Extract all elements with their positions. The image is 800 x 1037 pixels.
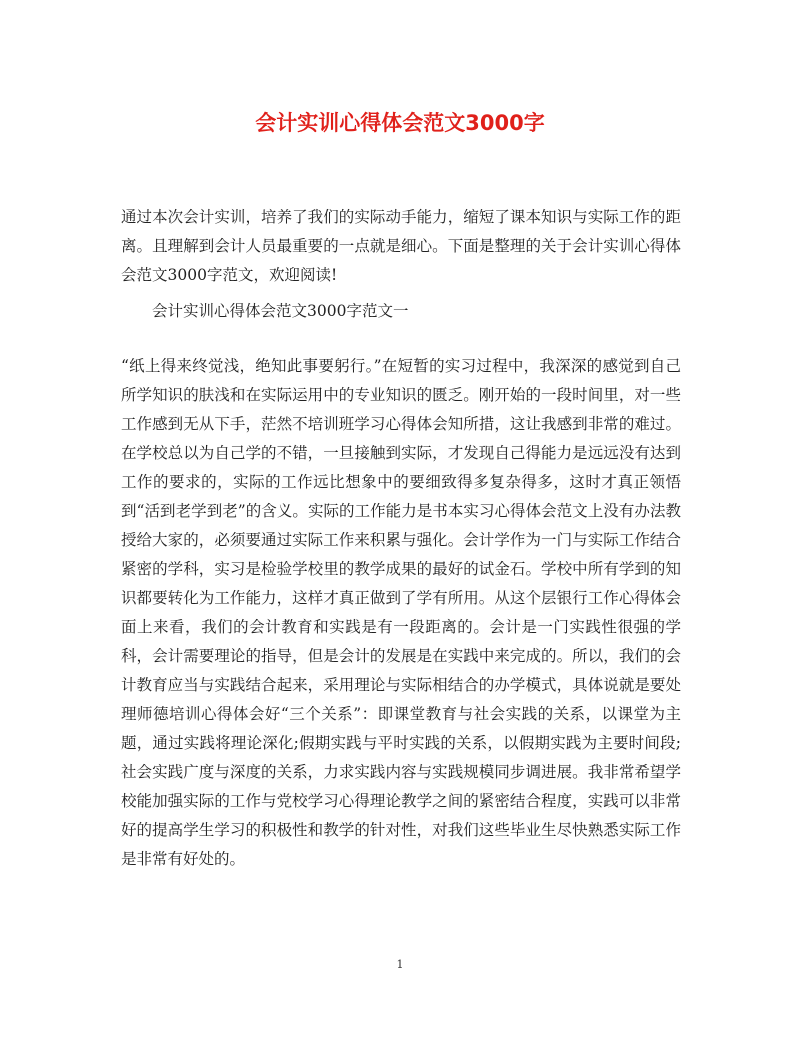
document-title: 会计实训心得体会范文3000字 bbox=[255, 111, 545, 135]
intro-paragraph: 通过本次会计实训，培养了我们的实际动手能力，缩短了课本知识与实际工作的距离。且理解到会计人员最重要的一点就是细心。下面是整理的关于会计实训心得体会范文3000字范文，欢迎阅读! bbox=[121, 208, 681, 284]
section-heading: 会计实训心得体会范文3000字范文一 bbox=[152, 302, 409, 320]
page-number: 1 bbox=[396, 958, 404, 971]
main-paragraph: “纸上得来终觉浅，绝知此事要躬行。”在短暂的实习过程中，我深深的感觉到自己所学知识的肤浅和在实际运用中的专业知识的匮乏。刚开始的一段时间里，对一些工作感到无从下手，茫然不培训班学习心得体会知所措，这让我感到非常的难过。在学校总以为自己学的不错，一旦接触到实际，才发现自己得能力是远远没有达到工作的要求的，实际的工作远比想象中的要细致得多复杂得多，这时才真正领悟到“活到老学到老”的含义。实际的工作能力是书本实习心得体会范文上没有办法教授给大家的，必须要通过实际工作来积累与强化。会计学作为一门与实际工作结合紧密的学科，实习是检验学校里的教学成果的最好的试金石。学校中所有学到的知识都要转化为工作能力，这样才真正做到了学有所用。从这个层银行工作心得体会面上来看，我们的会计教育和实践是有一段距离的。会计是一门实践性很强的学科，会计需要理论的指导，但是会计的发展是在实践中来完成的。所以，我们的会计教育应当与实践结合起来，采用理论与实际相结合的办学模式，具体说就是要处理师德培训心得体会好“三个关系”：即课堂教育与社会实践的关系，以课堂为主题，通过实践将理论深化;假期实践与平时实践的关系，以假期实践为主要时间段;社会实践广度与深度的关系，力求实践内容与实践规模同步调进展。我非常希望学校能加强实际的工作与党校学习心得理论教学之间的紧密结合程度，实践可以非常好的提高学生学习的积极性和教学的针对性，对我们这些毕业生尽快熟悉实际工作是非常有好处的。 bbox=[121, 357, 681, 868]
